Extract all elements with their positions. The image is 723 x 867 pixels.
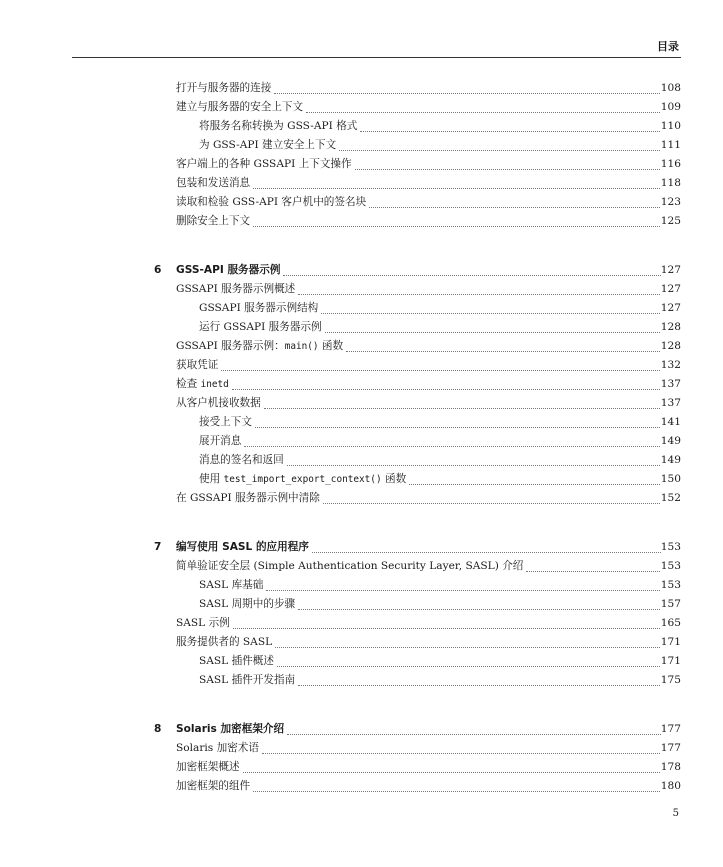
entry-text: 运行 GSSAPI 服务器示例 xyxy=(199,321,322,333)
entry-text-after: 函数 xyxy=(318,340,344,352)
toc-chapter-row[interactable] xyxy=(154,538,681,557)
toc-entry-row[interactable] xyxy=(176,489,681,508)
toc-entry-row[interactable] xyxy=(176,155,681,174)
entry-title xyxy=(176,394,264,413)
entry-text: 在 GSSAPI 服务器示例中清除 xyxy=(176,492,320,504)
toc-subentry-row[interactable] xyxy=(199,451,681,470)
entry-page-number: 177 xyxy=(660,742,681,754)
entry-title xyxy=(176,174,253,193)
entry-title xyxy=(176,212,253,231)
entry-title xyxy=(199,576,266,595)
dot-leader xyxy=(323,503,660,504)
entry-text: GSSAPI 服务器示例概述 xyxy=(176,283,296,295)
toc-entry-row[interactable] xyxy=(176,633,681,652)
entry-page-number: 171 xyxy=(660,636,681,648)
entry-text: Solaris 加密术语 xyxy=(176,742,259,754)
entry-text: 使用 xyxy=(199,473,224,485)
entry-text: 接受上下文 xyxy=(199,416,252,428)
entry-text: 读取和检验 GSS-API 客户机中的签名块 xyxy=(176,196,367,208)
dot-leader xyxy=(287,734,661,735)
entry-title xyxy=(176,79,274,98)
dot-leader xyxy=(277,666,660,667)
chapter-page-number: 127 xyxy=(660,264,681,276)
entry-text: GSSAPI 服务器示例结构 xyxy=(199,302,319,314)
toc-entry-row[interactable] xyxy=(176,739,681,758)
entry-text: SASL 示例 xyxy=(176,617,230,629)
toc-entry-row[interactable] xyxy=(176,337,681,356)
entry-title xyxy=(199,671,298,690)
entry-text: 客户端上的各种 GSSAPI 上下文操作 xyxy=(176,158,352,170)
header-rule xyxy=(72,57,681,58)
toc-entry-row[interactable] xyxy=(176,614,681,633)
entry-title xyxy=(199,470,409,489)
dot-leader xyxy=(244,446,659,447)
entry-text: 获取凭证 xyxy=(176,359,219,371)
toc-entry-row[interactable] xyxy=(176,758,681,777)
entry-text: 将服务名称转换为 GSS-API 格式 xyxy=(199,120,358,132)
entry-title xyxy=(199,136,339,155)
entry-title xyxy=(176,155,355,174)
entry-text: 展开消息 xyxy=(199,435,242,447)
toc-subentry-row[interactable] xyxy=(199,136,681,155)
dot-leader xyxy=(221,370,659,371)
entry-code: inetd xyxy=(200,379,229,390)
chapter-number: 6 xyxy=(154,264,162,276)
dot-leader xyxy=(233,628,660,629)
dot-leader xyxy=(253,791,660,792)
section-gap xyxy=(0,231,723,261)
toc-entry-row[interactable] xyxy=(176,79,681,98)
toc-entry-row[interactable] xyxy=(176,193,681,212)
toc-subentry-row[interactable] xyxy=(199,117,681,136)
entry-text: 从客户机接收数据 xyxy=(176,397,261,409)
chapter-page-number: 153 xyxy=(660,541,681,553)
toc-subentry-row[interactable] xyxy=(199,299,681,318)
entry-text: SASL 插件开发指南 xyxy=(199,674,296,686)
entry-title xyxy=(176,375,232,394)
entry-text: SASL 库基础 xyxy=(199,579,264,591)
dot-leader xyxy=(306,112,660,113)
chapter-number: 7 xyxy=(154,541,162,553)
entry-page-number: 123 xyxy=(660,196,681,208)
entry-page-number: 152 xyxy=(660,492,681,504)
dot-leader xyxy=(298,294,659,295)
toc-subentry-row[interactable] xyxy=(199,413,681,432)
toc-entry-row[interactable] xyxy=(176,98,681,117)
dot-leader xyxy=(266,590,659,591)
entry-page-number: 128 xyxy=(660,321,681,333)
dot-leader xyxy=(275,647,660,648)
toc-subentry-row[interactable] xyxy=(199,671,681,690)
entry-title xyxy=(176,280,298,299)
dot-leader xyxy=(369,207,660,208)
dot-leader xyxy=(355,169,660,170)
entry-page-number: 149 xyxy=(660,454,681,466)
entry-text: 建立与服务器的安全上下文 xyxy=(176,101,304,113)
toc-chapter-row[interactable] xyxy=(154,720,681,739)
section-gap xyxy=(0,508,723,538)
dot-leader xyxy=(274,93,659,94)
dot-leader xyxy=(526,571,659,572)
entry-page-number: 141 xyxy=(660,416,681,428)
entry-page-number: 127 xyxy=(660,302,681,314)
entry-page-number: 137 xyxy=(660,378,681,390)
entry-title xyxy=(199,413,255,432)
entry-text: 为 GSS-API 建立安全上下文 xyxy=(199,139,337,151)
dot-leader xyxy=(253,188,660,189)
dot-leader xyxy=(253,226,660,227)
entry-text: 消息的签名和返回 xyxy=(199,454,284,466)
toc-entry-row[interactable] xyxy=(176,777,681,796)
toc-entry-row[interactable] xyxy=(176,557,681,576)
chapter-title: 编写使用 SASL 的应用程序 xyxy=(176,541,309,553)
entry-title xyxy=(199,117,360,136)
entry-title xyxy=(176,193,369,212)
dot-leader xyxy=(298,685,660,686)
entry-text: SASL 插件概述 xyxy=(199,655,274,667)
dot-leader xyxy=(298,609,660,610)
entry-title xyxy=(176,758,243,777)
entry-page-number: 111 xyxy=(660,139,681,151)
dot-leader xyxy=(409,484,660,485)
section-gap xyxy=(0,690,723,720)
entry-page-number: 137 xyxy=(660,397,681,409)
dot-leader xyxy=(243,772,660,773)
running-header-title: 目录 xyxy=(657,40,679,53)
page-number: 5 xyxy=(672,808,679,819)
entry-text: GSSAPI 服务器示例： xyxy=(176,340,285,352)
toc-subentry-row[interactable] xyxy=(199,652,681,671)
toc-subentry-row[interactable] xyxy=(199,432,681,451)
dot-leader xyxy=(321,313,659,314)
entry-title xyxy=(176,98,306,117)
toc-entry-row[interactable] xyxy=(176,174,681,193)
entry-text: 打开与服务器的连接 xyxy=(176,82,272,94)
entry-page-number: 153 xyxy=(660,579,681,591)
dot-leader xyxy=(262,753,660,754)
entry-text: SASL 周期中的步骤 xyxy=(199,598,296,610)
entry-title xyxy=(176,614,233,633)
entry-title xyxy=(199,318,325,337)
entry-page-number: 109 xyxy=(660,101,681,113)
toc-entry-row[interactable] xyxy=(176,280,681,299)
dot-leader xyxy=(325,332,660,333)
entry-title xyxy=(176,739,262,758)
toc-subentry-row[interactable] xyxy=(199,576,681,595)
entry-title xyxy=(199,652,277,671)
entry-page-number: 153 xyxy=(660,560,681,572)
toc-entry-row[interactable] xyxy=(176,212,681,231)
toc-entry-row[interactable] xyxy=(176,375,681,394)
entry-code: test_import_export_context() xyxy=(223,474,382,485)
entry-title xyxy=(199,451,287,470)
entry-text: 加密框架的组件 xyxy=(176,780,251,792)
entry-text-after: 函数 xyxy=(381,473,407,485)
dot-leader xyxy=(264,408,660,409)
entry-title xyxy=(176,489,323,508)
toc-chapter-row[interactable] xyxy=(154,261,681,280)
chapter-page-number: 177 xyxy=(660,723,681,735)
chapter-number: 8 xyxy=(154,723,162,735)
table-of-contents xyxy=(0,79,723,796)
entry-text: 服务提供者的 SASL xyxy=(176,636,273,648)
entry-page-number: 180 xyxy=(660,780,681,792)
entry-page-number: 157 xyxy=(660,598,681,610)
toc-subentry-row[interactable] xyxy=(199,318,681,337)
entry-title xyxy=(176,633,275,652)
toc-subentry-row[interactable] xyxy=(199,595,681,614)
entry-page-number: 175 xyxy=(660,674,681,686)
entry-page-number: 128 xyxy=(660,340,681,352)
entry-page-number: 150 xyxy=(660,473,681,485)
entry-title xyxy=(176,337,346,356)
entry-page-number: 127 xyxy=(660,283,681,295)
entry-title xyxy=(176,777,253,796)
toc-entry-row[interactable] xyxy=(176,394,681,413)
entry-title xyxy=(199,299,321,318)
entry-title xyxy=(199,432,244,451)
entry-page-number: 116 xyxy=(660,158,681,170)
entry-text: 简单验证安全层 (Simple Authentication Security Layer, SASL) 介绍 xyxy=(176,560,524,572)
dot-leader xyxy=(283,275,660,276)
entry-text: 加密框架概述 xyxy=(176,761,240,773)
dot-leader xyxy=(232,389,660,390)
entry-text: 包装和发送消息 xyxy=(176,177,251,189)
chapter-title: GSS-API 服务器示例 xyxy=(176,264,281,276)
entry-text: 检查 xyxy=(176,378,201,390)
entry-page-number: 171 xyxy=(660,655,681,667)
dot-leader xyxy=(339,150,660,151)
entry-title xyxy=(176,356,221,375)
entry-page-number: 118 xyxy=(660,177,681,189)
entry-page-number: 125 xyxy=(660,215,681,227)
entry-page-number: 178 xyxy=(660,761,681,773)
entry-page-number: 110 xyxy=(660,120,681,132)
entry-page-number: 132 xyxy=(660,359,681,371)
entry-page-number: 108 xyxy=(660,82,681,94)
dot-leader xyxy=(360,131,659,132)
entry-title xyxy=(199,595,298,614)
dot-leader xyxy=(312,552,661,553)
toc-entry-row[interactable] xyxy=(176,356,681,375)
dot-leader xyxy=(255,427,660,428)
dot-leader xyxy=(287,465,660,466)
dot-leader xyxy=(346,351,660,352)
entry-page-number: 149 xyxy=(660,435,681,447)
entry-title xyxy=(176,557,526,576)
entry-text: 删除安全上下文 xyxy=(176,215,251,227)
entry-page-number: 165 xyxy=(660,617,681,629)
chapter-title: Solaris 加密框架介绍 xyxy=(176,723,285,735)
entry-code: main() xyxy=(284,341,319,352)
toc-subentry-row[interactable] xyxy=(199,470,681,489)
